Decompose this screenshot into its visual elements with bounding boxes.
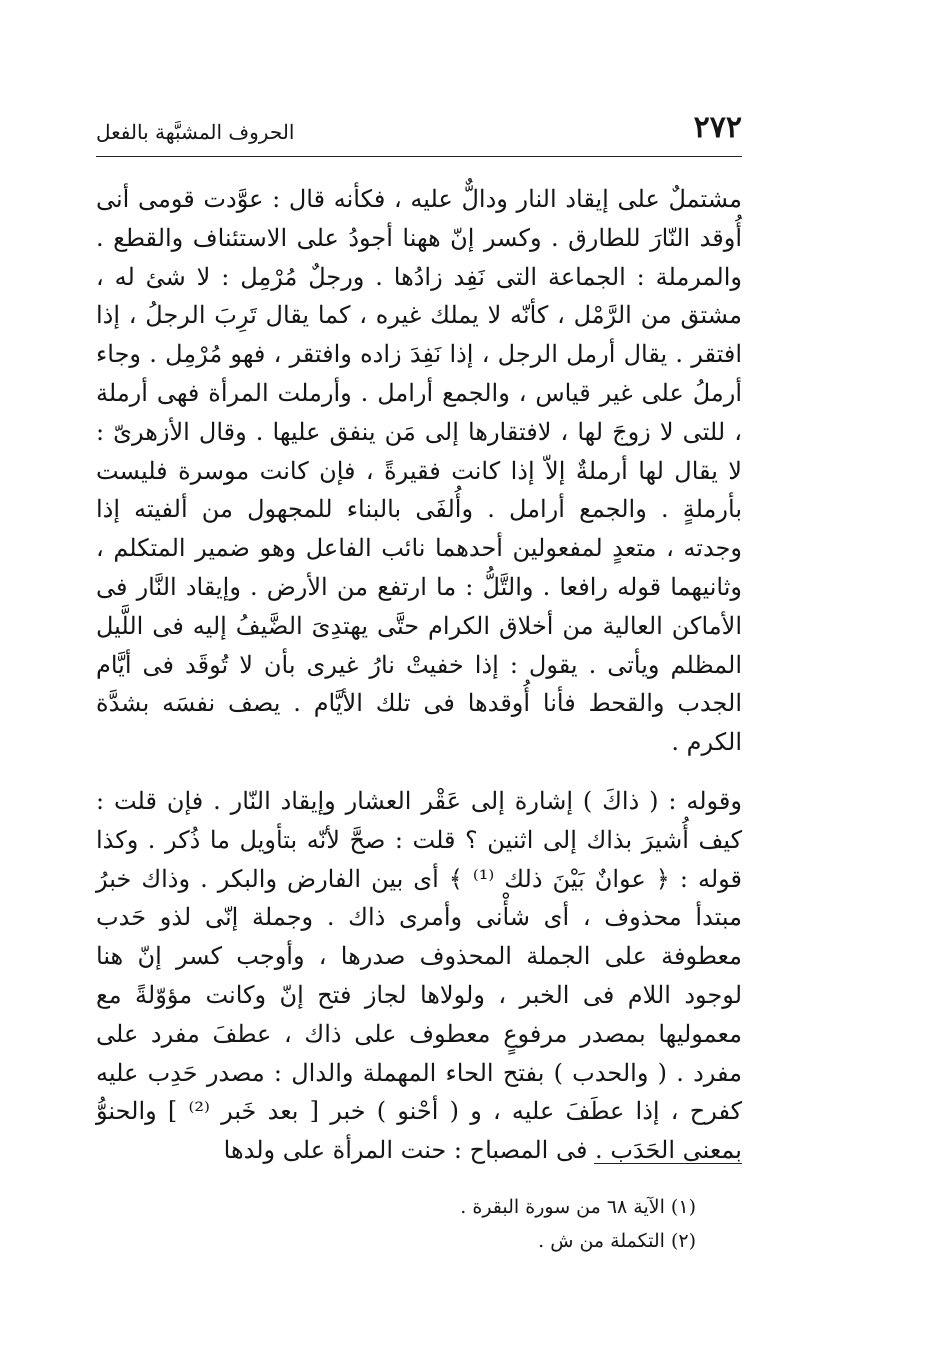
running-title: الحروف المشبَّهة بالفعل — [96, 120, 295, 144]
page-number: ٢٧٢ — [693, 110, 742, 145]
paragraph-1: مشتملٌ على إيقاد النار ودالٌّ عليه ، فكأنه قال : عوَّدت قومى أنى أُوقد النّارَ للطارق . وكسر إنّ ههنا أجودُ على الاستئناف والقطع . والمرملة : الجماعة التى نَفِد زادُها . ورجلٌ مُرْمِل : لا شئ له ، مشتق من الرَّمْل ، كأنّه لا يملك غيره ، كما يقال تَرِبَ الرجلُ ، إذا افتقر . يقال أرمل الرجل ، إذا نَفِدَ زاده وافتقر ، فهو مُرْمِل . وجاء أرملُ على غير قياس ، والجمع أرامل . وأرملت المرأة فهى أرملة ، للتى لا زوجَ لها ، لافتقارها إلى مَن ينفق عليها . وقال الأزهرىّ : لا يقال لها أرملةٌ إلاّ إذا كانت فقيرةً ، فإن كانت موسرة فليست بأرملةٍ . والجمع أرامل . وأُلفَى بالبناء للمجهول من ألفيته إذا وجدته ، متعدٍ لمفعولين أحدهما نائب الفاعل وهو ضمير المتكلم ، وثانيهما قوله رافعا . والتَّلُّ : ما ارتفع من الأرض . وإيقاد النَّار فى الأماكن العالية من أخلاق الكرام حتَّى يهتدِىَ الضَّيفُ إليه فى اللَّيل المظلم ويأتى . يقول : إذا خفيتْ نارُ غيرى بأن لا تُوقَد فى أيَّام الجدب والقحط فأنا أُوقدها فى تلك الأيَّام . يصف نفسَه بشدَّة الكرم . — [96, 185, 742, 757]
footnotes — [396, 1190, 696, 1258]
page-header — [96, 108, 742, 154]
main-text — [96, 180, 742, 1170]
paragraph-2: وقوله : ( ذاكَ ) إشارة إلى عَقْر العشار وإيقاد النّار . فإن قلت : كيف أُشيرَ بذاك إلى اثنين ؟ قلت : صحَّ لأنّه بتأويل ما ذُكر . وكذا قوله : ﴿ عوانٌ بَيْنَ ذلك ⁽¹⁾ ﴾ أى بين الفارض والبكر . وذاك خبرُ مبتدأ محذوف ، أى شأْنى وأمرى ذاك . وجملة إنّى لذو حَدب معطوفة على الجملة المحذوف صدرها ، وأوجب كسر إنّ هنا لوجود اللام فى الخبر ، ولولاها لجاز فتح إنّ وكانت مؤوّلةً مع معموليها بمصدر مرفوعٍ معطوف على ذاك ، عطفَ مفرد على مفرد . ( والحدب ) بفتح الحاء المهملة والدال : مصدر حَدِب عليه كفرح ، إذا عطَفَ عليه ، و ( أحْنو ) خبر [ بعد خَبر ⁽²⁾ ] والحنوُّ بمعنى الحَدَب . فى المصباح : حنت المرأة على ولدها — [96, 786, 743, 1165]
header-rule — [96, 156, 742, 157]
footnote-1: (١) الآية ٦٨ من سورة البقرة . — [460, 1196, 696, 1218]
footnote-separator — [594, 1163, 742, 1164]
footnote-2: (٢) التكملة من ش . — [538, 1230, 696, 1252]
